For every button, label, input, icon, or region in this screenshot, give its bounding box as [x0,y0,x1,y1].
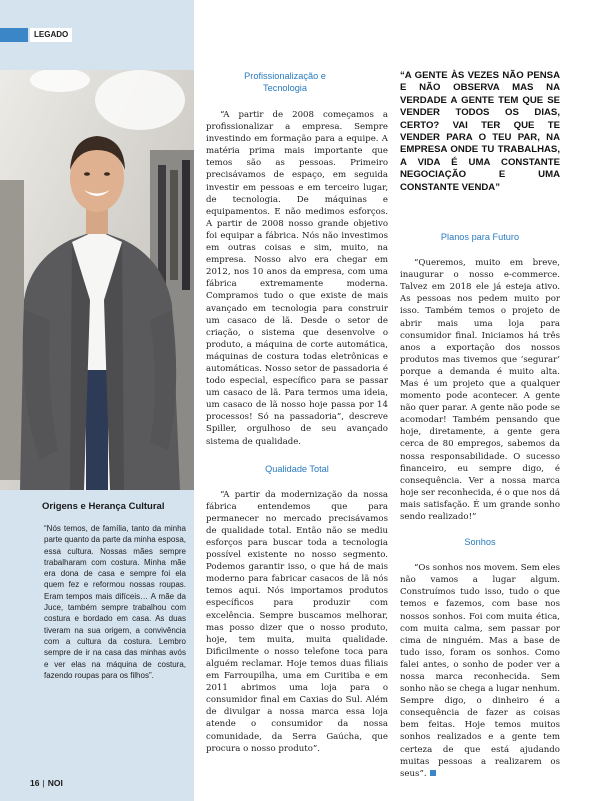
page-footer [30,778,63,788]
section-tag: LEGADO [30,28,72,42]
text-profissionalizacao: “A partir de 2008 começamos a profissionalizar a empresa. Sempre investindo em formação para a equipe. A matéria prima mais importante que temos são as pessoas. Primeiro precisávamos de espaço, em seguida investir em pessoas e em terceiro lugar, de tecnologia. De máquinas e equipamentos. E não medimos esforços. A partir de 2008 nosso grande objetivo foi equipar a fábrica. Nós não investimos em outras coisas e sim, muito, na empresa. Nosso alvo era chegar em 2012, nos 10 anos da empresa, com uma fábrica extremamente moderna. Compramos tudo o que existe de mais avançado em tecnologia para construir um casaco de lã. Desde o setor de criação, o sistema que desenvolve o produto, a máquina de corte automática, máquinas de costura todas eletrônicas e automáticas. Nosso setor de passadoria é todo especial, específico para se passar um casaco de lã. Para termos uma ideia, um casaco de lã nosso hoje passa por 14 processos! Só na passadoria”, descreve Spiller, orgulhoso de seu avançado sistema de qualidade. [206,110,388,447]
article-column-middle [206,70,388,755]
end-of-article-icon [430,770,436,776]
heading-sonhos: Sonhos [464,537,496,548]
section-tag-bar [0,28,28,42]
magazine-name: NOI [47,778,63,788]
text-planos-futuro: “Queremos, muito em breve, inaugurar o nosso e-commerce. Talvez em 2018 ele já esteja ativo. As pessoas nos pedem muito por isso. Também temos o projeto de abrir mais uma loja para consumidor final. Iniciamos há três anos a exportação dos nossos produtos mas tivemos que ‘segurar’ porque a demanda é muito alta. Mas é um projeto que a qualquer momento pode acontecer. A gente não quer parar. A gente não pode se acomodar! Também pensando que hoje, diretamente, a gente gera cerca de 80 empregos, sabemos da nossa responsabilidade. O sucesso financeiro, eu sempre digo, é consequência. Ver a nossa marca hoje ser reconhecida, é o que nos dá mais satisfação. É um grande sonho sendo realizado!” [400,258,560,523]
heading-profissionalizacao: Profissionalização e Tecnologia [244,71,326,93]
text-sonhos: “Os sonhos nos movem. Sem eles não vamos a lugar algum. Construímos tudo isso, tudo o que temos e fazemos, com base nos nossos sonhos. Foi com muita ética, com muita calma, sem passar por cima de ninguém. Mas a base de tudo isso, foram os sonhos. Como falei antes, o sonho de poder ver a nossa marca reconhecida. Sem sonho não se chega a lugar nenhum. Sempre digo, o dinheiro é a consequência de fazer as coisas bem feitas. Hoje temos muitos sonhos realizados e a gente tem certeza de que está ajudando muitas pessoas a realizarem os seus”. [400,563,560,779]
page-number: 16 [30,778,40,788]
footer-separator: | [42,778,45,788]
portrait-photo [0,70,194,490]
text-qualidade-total: “A partir da modernização da nossa fábrica entendemos que para permanecer no mercado precisávamos de qualidade total. Então não se mediu esforços para buscar toda a tecnologia possível existente no nosso segmento. Podemos garantir isso, o que há de mais moderno para fabricar casacos de lã nós temos aqui. Nós importamos produtos específicos para produzir com excelência. Sempre buscamos melhorar, mas posso dizer que o nosso produto, hoje, tem muita, muita qualidade. Dificilmente o nosso telefone toca para alguém reclamar. Hoje temos duas filiais em Farroupilha, uma em Curitiba e em 2011 abrimos uma loja para o consumidor final em Caxias do Sul. Além de divulgar a nossa marca essa loja atende o consumidor da nossa comunidade, da Serra Gaúcha, que procura o nosso produto”. [206,489,388,754]
text-sonhos-wrapper [400,562,560,780]
article-column-right [400,70,560,780]
sidebar-text: “Nós temos, de família, tanto da minha parte quanto da parte da minha esposa, essa cultura. Nossas mães sempre trabalharam com costura. Minha mãe era dona de casa e sempre foi ela quem fez e reformou nossas roupas. Eram tempos mais difíceis… A mãe da Juce, também sempre trabalhou com costura e bordado em casa. As duas tiveram na sua origem, a convivência com a cultura da costura. Lembro sempre de ir na casa das minhas avós e ver elas na máquina de costura, fazendo roupas para os filhos”. [44,524,186,680]
pull-quote: “A GENTE ÀS VEZES NÃO PENSA E NÃO OBSERVA MAS NA VERDADE A GENTE TEM QUE SE VENDER TODOS OS DIAS, CERTO? VAI TER QUE TE VENDER PARA O TEU PAR, NA EMPRESA ONDE TU TRABALHAS, A VIDA É UMA CONSTANTE NEGOCIAÇÃO E UMA CONSTANTE VENDA” [400,70,560,193]
heading-planos-futuro: Planos para Futuro [440,232,520,243]
heading-qualidade-total: Qualidade Total [265,463,329,474]
sidebar-heading: Origens e Herança Cultural [42,501,165,512]
